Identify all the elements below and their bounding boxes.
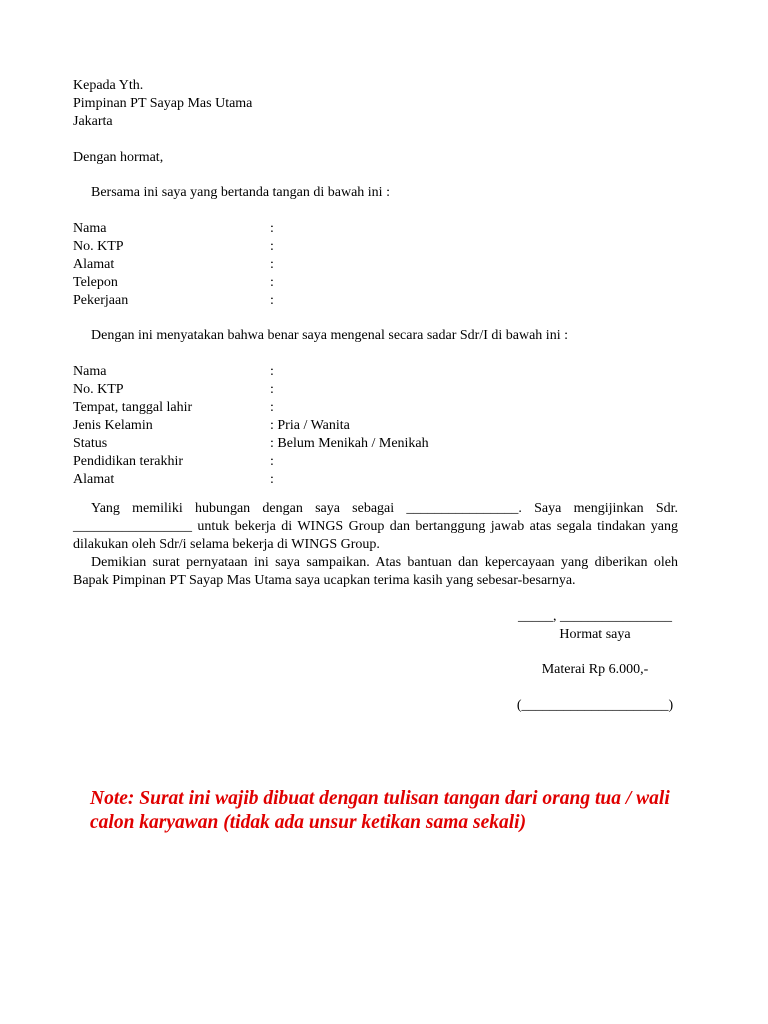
field-value: : — [270, 293, 274, 308]
recipient-line-2: Pimpinan PT Sayap Mas Utama — [73, 96, 253, 111]
field-value: : — [270, 221, 274, 236]
field-label: No. KTP — [73, 382, 124, 397]
field-value: : — [270, 382, 274, 397]
field-label: Alamat — [73, 257, 115, 272]
field-label: Tempat, tanggal lahir — [73, 400, 193, 415]
statement-text: Dengan ini menyatakan bahwa benar saya mengenal secara sadar Sdr/I di bawah ini : — [91, 328, 568, 343]
field-value: : — [270, 454, 274, 469]
intro-text: Bersama ini saya yang bertanda tangan di bawah ini : — [91, 185, 390, 200]
field-value: : — [270, 257, 274, 272]
field-label: Alamat — [73, 472, 115, 487]
field-value: : — [270, 472, 274, 487]
field-label: Pekerjaan — [73, 293, 129, 308]
date-line: _____, ________________ — [518, 609, 672, 624]
paragraph-relationship: Yang memiliki hubungan dengan saya sebagai ________________. Saya mengijinkan Sdr. _________________ untuk bekerja di WINGS Group dan bertanggung jawab atas segala tindakan yang dilakukan oleh Sdr/i selama bekerja di WINGS Group. — [73, 501, 678, 552]
field-value: : — [270, 364, 274, 379]
recipient-line-1: Kepada Yth. — [73, 78, 144, 93]
greeting: Dengan hormat, — [73, 150, 164, 165]
field-value: : — [270, 400, 274, 415]
recipient-line-3: Jakarta — [73, 114, 113, 129]
field-value: : Belum Menikah / Menikah — [270, 436, 429, 451]
closing-text: Hormat saya — [559, 627, 631, 642]
stamp-text: Materai Rp 6.000,- — [541, 662, 649, 677]
paragraph-closing: Demikian surat pernyataan ini saya sampaikan. Atas bantuan dan kepercayaan yang diberikan oleh Bapak Pimpinan PT Sayap Mas Utama saya ucapkan terima kasih yang sebesar-besarnya. — [73, 555, 678, 588]
field-value: : — [270, 275, 274, 290]
field-label: Status — [73, 436, 108, 451]
field-label: Jenis Kelamin — [73, 418, 153, 433]
field-label: Nama — [73, 364, 107, 379]
field-label: No. KTP — [73, 239, 124, 254]
note-text: Note: Surat ini wajib dibuat dengan tulisan tangan dari orang tua / wali calon karyawan (tidak ada unsur ketikan sama sekali) — [90, 788, 670, 833]
field-value: : Pria / Wanita — [270, 418, 350, 433]
field-label: Nama — [73, 221, 107, 236]
field-label: Telepon — [73, 275, 118, 290]
signature-name-line: (_____________________) — [516, 698, 674, 713]
field-value: : — [270, 239, 274, 254]
field-label: Pendidikan terakhir — [73, 454, 184, 469]
